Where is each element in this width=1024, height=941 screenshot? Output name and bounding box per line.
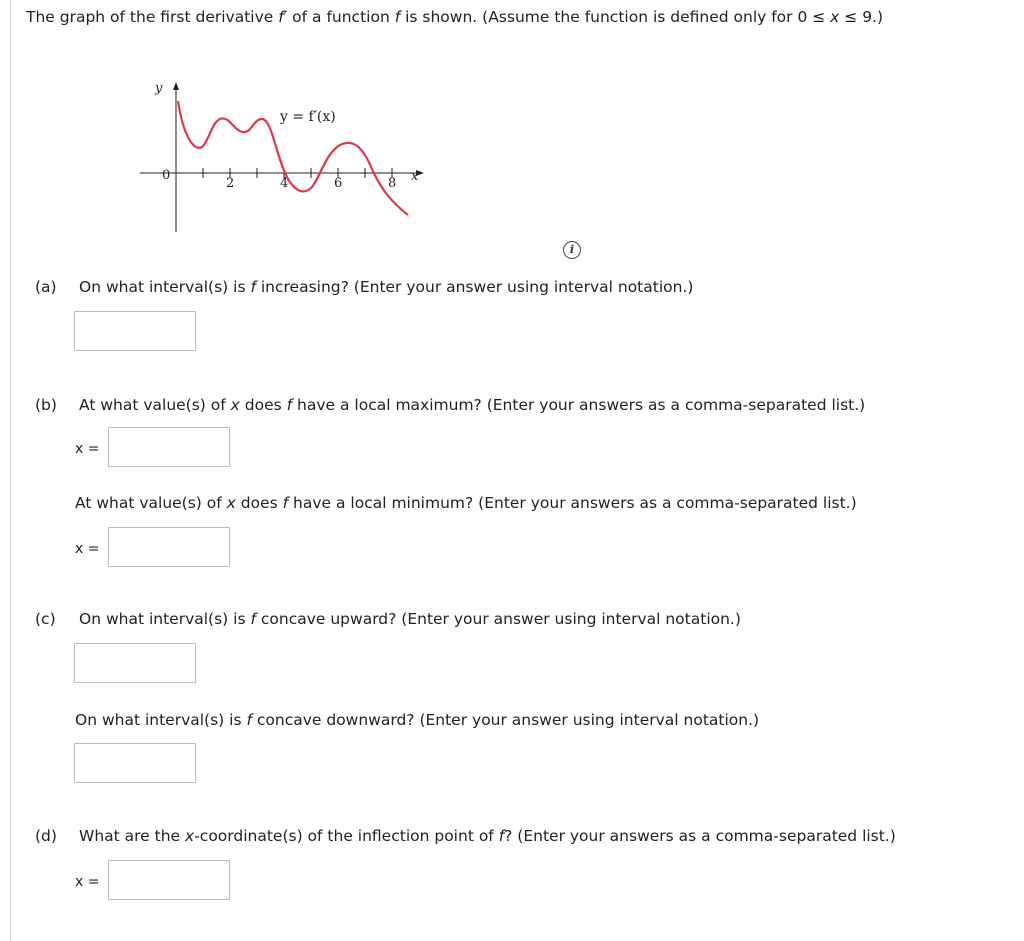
- answer-d-box: [108, 860, 230, 900]
- local-max-input[interactable]: [109, 428, 229, 466]
- y-axis-arrow-icon: [173, 82, 179, 90]
- x-tick-label: 2: [226, 176, 235, 191]
- x-equals-label-d: x =: [75, 874, 100, 890]
- x-axis-label: x: [411, 169, 419, 184]
- answer-c-up-box: [74, 643, 196, 683]
- y-axis-label: y: [155, 81, 163, 96]
- increasing-interval-input[interactable]: [75, 312, 195, 350]
- question-a: (a) On what interval(s) is f increasing? (Enter your answer using interval notation.): [35, 278, 694, 296]
- question-c-down: On what interval(s) is f concave downward? (Enter your answer using interval notation.): [75, 711, 760, 729]
- question-b-max: (b) At what value(s) of x does f have a local maximum? (Enter your answers as a comma-separated list.): [35, 396, 866, 414]
- question-c-up: (c) On what interval(s) is f concave upward? (Enter your answer using interval notation.): [35, 610, 741, 628]
- concave-down-input[interactable]: [75, 744, 195, 782]
- question-b-min: At what value(s) of x does f have a local minimum? (Enter your answers as a comma-separated list.): [75, 494, 857, 512]
- problem-prompt: The graph of the first derivative f′ of a function f is shown. (Assume the function is defined only for 0 ≤ x ≤ 9.): [26, 8, 884, 26]
- x-equals-label-min: x =: [75, 541, 100, 557]
- x-tick-label: 8: [388, 176, 397, 191]
- x-tick-label: 4: [280, 176, 289, 191]
- curve-label: y = f′(x): [280, 109, 336, 125]
- answer-b-min-box: [108, 527, 230, 567]
- answer-a-box: [74, 311, 196, 351]
- x-tick-label: 6: [334, 176, 343, 191]
- answer-c-down-box: [74, 743, 196, 783]
- x-equals-label-max: x =: [75, 441, 100, 457]
- question-d: (d) What are the x-coordinate(s) of the inflection point of f? (Enter your answers as a comma-separated list.): [35, 827, 896, 845]
- answer-b-max-box: [108, 427, 230, 467]
- derivative-graph: [140, 75, 440, 240]
- local-min-input[interactable]: [109, 528, 229, 566]
- concave-up-input[interactable]: [75, 644, 195, 682]
- origin-label: 0: [162, 168, 171, 183]
- inflection-x-input[interactable]: [109, 861, 229, 899]
- info-icon[interactable]: i: [563, 241, 581, 259]
